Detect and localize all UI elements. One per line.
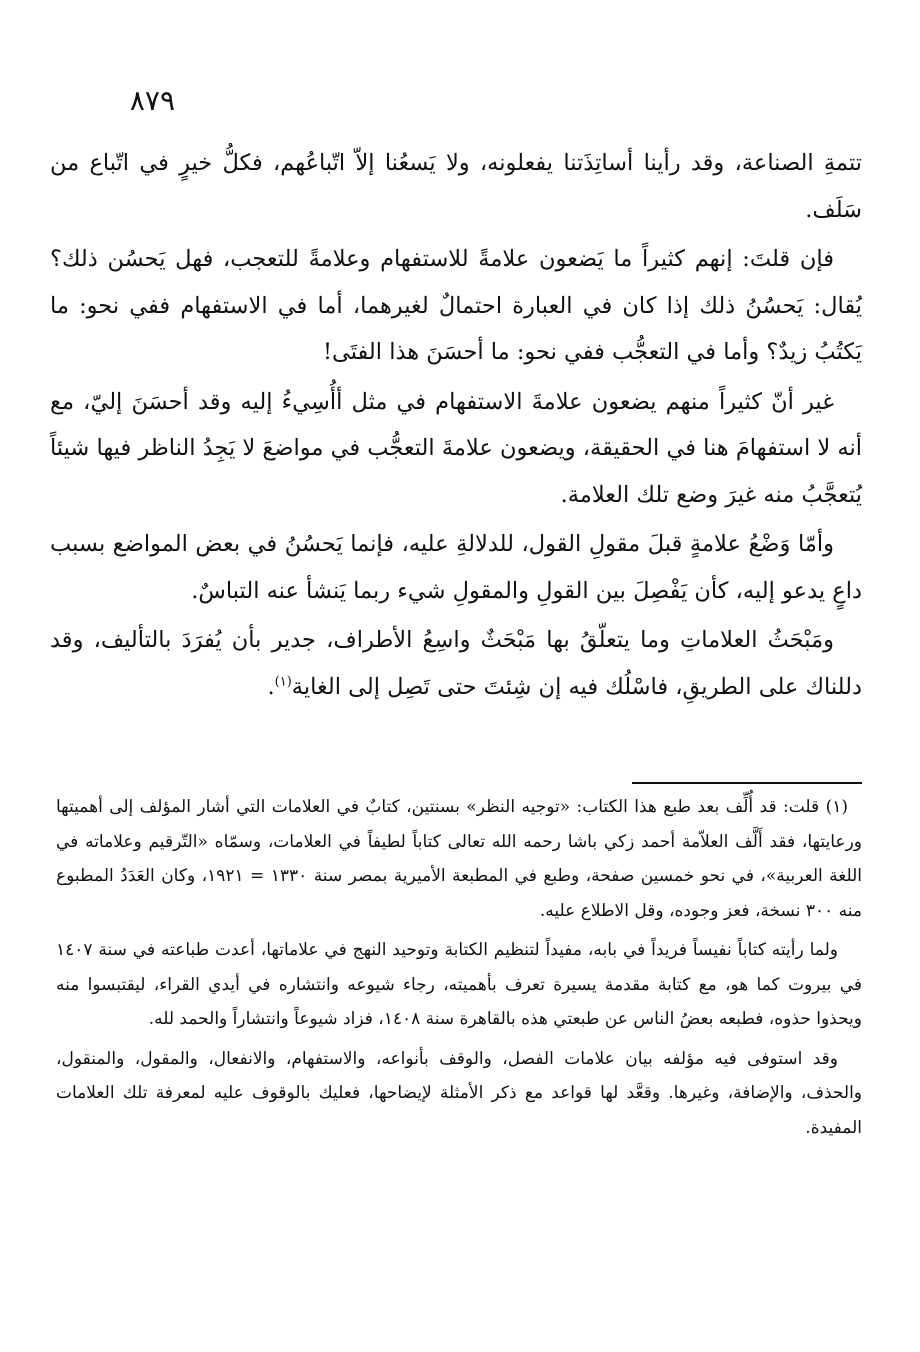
footnote-divider [632,782,862,784]
paragraph-5-text: ومَبْحَثُ العلاماتِ وما يتعلّقُ بها مَبْحَثٌ واسِعُ الأطراف، جدير بأن يُفرَدَ بالتأليف، وقد دللناك على الطريقِ، فاسْلُك فيه إن شِئتَ حتى تَصِل إلى الغاية [50,627,862,700]
paragraph-2: فإن قلتَ: إنهم كثيراً ما يَضعون علامةً للاستفهام وعلامةً للتعجب، فهل يَحسُن ذلك؟ يُقال: يَحسُنُ ذلك إذا كان في العبارة احتمالٌ لغيرهما، أما في الاستفهام ففي نحو: ما يَكتُبُ زيدٌ؟ وأما في التعجُّب ففي نحو: ما أحسَنَ هذا الفتَى! [50,246,862,365]
paragraph-5-period: . [267,673,275,700]
footnote-reference: (١) [274,674,292,689]
paragraph-3: غير أنّ كثيراً منهم يضعون علامةَ الاستفهام في مثل أأُسِيءُ إليه وقد أحسَنَ إليّ، مع أنه لا استفهامَ هنا في الحقيقة، ويضعون علامةَ التعجُّب في مواضعَ لا يَجِدُ الناظر فيها شيئاً يُتعجَّبُ منه غيرَ وضع تلك العلامة. [50,388,862,508]
paragraph-5 [50,617,862,710]
footnote-1-continued-b: وقد استوفى فيه مؤلفه بيان علامات الفصل، والوقف بأنواعه، والاستفهام، والانفعال، والمقول، والمنقول، والحذف، والإضافة، وغيرها. وقعَّد لها قواعد مع ذكر الأمثلة لإيضاحها، فعليك بالوقوف عليه لمعرفة تلك العلامات المفيدة. [56,1048,862,1138]
footnote-1: (١) قلت: قد أُلِّف بعد طبع هذا الكتاب: «توجيه النظر» بسنتين، كتابٌ في العلامات التي أشار المؤلف إلى أهميتها ورعايتها، فقد أَلَّف العلاّمة أحمد زكي باشا رحمه الله تعالى كتاباً لطيفاً في العلامات، وسمّاه «التّرقيم وعلاماته في اللغة العربية»، في نحو خمسين صفحة، وطبع في المطبعة الأميرية بمصر سنة ١٣٣٠ = ١٩٢١، وكان العَدَدُ المطبوع منه ٣٠٠ نسخة، فعز وجوده، وقل الاطلاع عليه. [56,797,862,921]
main-text [50,140,862,713]
page-number: ٨٧٩ [129,84,175,117]
paragraph-1: تتمةِ الصناعة، وقد رأينا أساتِذَتنا يفعلونه، ولا يَسعُنا إلاّ اتّباعُهم، فكلُّ خيرٍ في اتّباع من سَلَف. [50,150,862,223]
footnotes [56,790,862,1150]
paragraph-4: وأمّا وَضْعُ علامةٍ قبلَ مقولِ القول، للدلالةِ عليه، فإنما يَحسُنُ في بعض المواضع بسبب داعٍ يدعو إليه، كأن يَفْصِلَ بين القولِ والمقولِ شيء ربما يَنشأ عنه التباسٌ. [50,531,862,604]
footnote-1-continued-a: ولما رأيته كتاباً نفيساً فريداً في بابه، مفيداً لتنظيم الكتابة وتوحيد النهج في علاماتها، أعدت طباعته في سنة ١٤٠٧ في بيروت كما هو، مع كتابة مقدمة يسيرة تعرف بأهميته، رجاء شيوعه وانتشاره في أيدي القراء، ليقتبسوا منه ويحذوا حذوه، فطبعه بعضُ الناس عن طبعتي هذه بالقاهرة سنة ١٤٠٨، فزاد شيوعاً وانتشاراً والحمد لله. [56,940,862,1029]
